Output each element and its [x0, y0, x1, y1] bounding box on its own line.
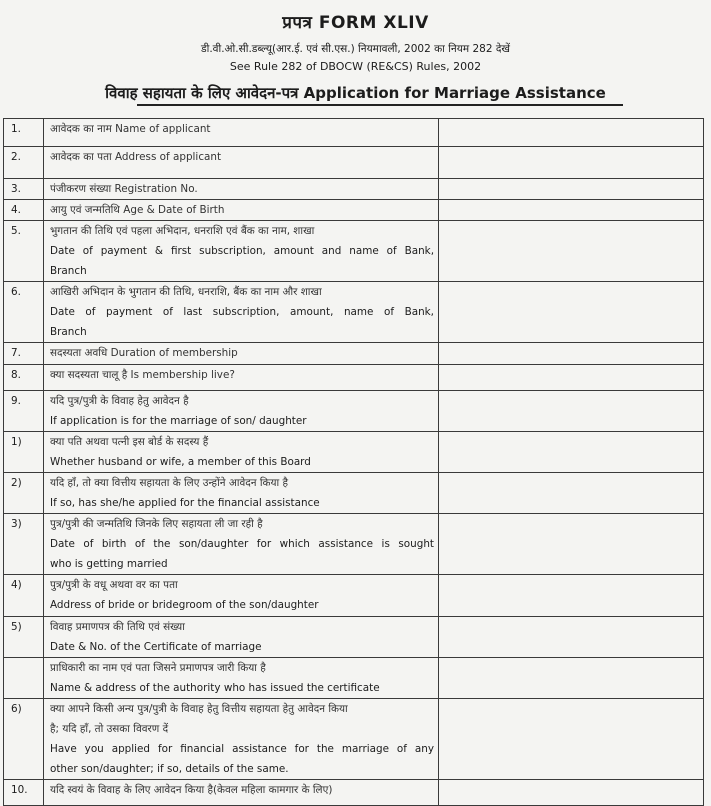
description-line: सदस्यता अवधि Duration of membership	[50, 347, 238, 359]
description-line: Branch	[50, 265, 87, 277]
form-row	[4, 365, 704, 391]
form-row	[4, 575, 704, 617]
answer-field[interactable]	[439, 282, 704, 343]
row-number: 10.	[4, 780, 44, 806]
description-line: पुत्र/पुत्री की जन्मतिथि जिनके लिए सहायता ली जा रही है	[50, 518, 263, 530]
row-description	[44, 179, 439, 200]
answer-field[interactable]	[439, 147, 704, 179]
row-number: 2.	[4, 147, 44, 179]
answer-field[interactable]	[439, 575, 704, 617]
form-row	[4, 699, 704, 780]
answer-field[interactable]	[439, 200, 704, 221]
description-line: यदि पुत्र/पुत्री के विवाह हेतु आवेदन है	[50, 395, 189, 407]
row-description	[44, 147, 439, 179]
row-description	[44, 699, 439, 780]
row-description	[44, 432, 439, 473]
row-description	[44, 658, 439, 699]
description-line: Date & No. of the Certificate of marriage	[50, 641, 262, 653]
row-number: 4.	[4, 200, 44, 221]
form-row	[4, 473, 704, 514]
description-line: Name & address of the authority who has issued the certificate	[50, 682, 380, 694]
description-line: प्राधिकारी का नाम एवं पता जिसने प्रमाणपत्र जारी किया है	[50, 662, 266, 674]
description-line: क्या सदस्यता चालू है Is membership live?	[50, 369, 235, 381]
form-row	[4, 343, 704, 365]
description-line: यदि स्वयं के विवाह के लिए आवेदन किया है(केवल महिला कामगार के लिए)	[50, 784, 333, 796]
application-form-table	[3, 118, 704, 806]
form-row	[4, 282, 704, 343]
answer-field[interactable]	[439, 179, 704, 200]
row-description	[44, 617, 439, 658]
form-title: प्रपत्र FORM XLIV	[282, 13, 429, 33]
row-number: 7.	[4, 343, 44, 365]
description-line: आयु एवं जन्मतिथि Age & Date of Birth	[50, 204, 225, 216]
row-number: 8.	[4, 365, 44, 391]
row-number: 9.	[4, 391, 44, 432]
row-description	[44, 200, 439, 221]
description-line: Address of bride or bridegroom of the son/daughter	[50, 599, 319, 611]
answer-field[interactable]	[439, 365, 704, 391]
form-row	[4, 658, 704, 699]
row-number: 3.	[4, 179, 44, 200]
description-line: Date of birth of the son/daughter for which assistance is sought	[50, 538, 434, 550]
description-line: Branch	[50, 326, 87, 338]
description-line: Have you applied for financial assistance for the marriage of any	[50, 743, 434, 755]
form-row	[4, 780, 704, 806]
answer-field[interactable]	[439, 391, 704, 432]
answer-field[interactable]	[439, 343, 704, 365]
description-line: क्या पति अथवा पत्नी इस बोर्ड के सदस्य हैं	[50, 436, 209, 448]
answer-field[interactable]	[439, 119, 704, 147]
row-description	[44, 514, 439, 575]
subject-underline	[137, 104, 623, 106]
answer-field[interactable]	[439, 432, 704, 473]
description-line: आखिरी अभिदान के भुगतान की तिथि, धनराशि, बैंक का नाम और शाखा	[50, 286, 322, 298]
form-row	[4, 514, 704, 575]
description-line: पुत्र/पुत्री के वधू अथवा वर का पता	[50, 579, 178, 591]
row-number: 4)	[4, 575, 44, 617]
row-description	[44, 391, 439, 432]
description-line: है; यदि हाँ, तो उसका विवरण दें	[50, 723, 169, 735]
form-row	[4, 147, 704, 179]
description-line: विवाह प्रमाणपत्र की तिथि एवं संख्या	[50, 621, 185, 633]
row-number: 6)	[4, 699, 44, 780]
answer-field[interactable]	[439, 780, 704, 806]
row-description	[44, 343, 439, 365]
row-description	[44, 282, 439, 343]
description-line: Date of payment & first subscription, amount and name of Bank,	[50, 245, 434, 257]
row-description	[44, 575, 439, 617]
rule-reference-hindi: डी.वी.ओ.सी.डब्ल्यू(आर.ई. एवं सी.एस.) नियमावली, 2002 का नियम 282 देखें	[200, 43, 511, 55]
description-line: who is getting married	[50, 558, 168, 570]
description-line: If so, has she/he applied for the financial assistance	[50, 497, 320, 509]
answer-field[interactable]	[439, 617, 704, 658]
description-line: Whether husband or wife, a member of this Board	[50, 456, 311, 468]
answer-field[interactable]	[439, 699, 704, 780]
form-row	[4, 617, 704, 658]
answer-field[interactable]	[439, 658, 704, 699]
row-number: 1)	[4, 432, 44, 473]
row-description	[44, 473, 439, 514]
description-line: पंजीकरण संख्या Registration No.	[50, 183, 198, 195]
row-number: 3)	[4, 514, 44, 575]
row-description	[44, 221, 439, 282]
form-row	[4, 391, 704, 432]
description-line: आवेदक का पता Address of applicant	[50, 151, 222, 163]
row-description	[44, 365, 439, 391]
rule-reference-english: See Rule 282 of DBOCW (RE&CS) Rules, 2002	[229, 60, 482, 73]
answer-field[interactable]	[439, 221, 704, 282]
description-line: If application is for the marriage of son/ daughter	[50, 415, 307, 427]
row-number: 1.	[4, 119, 44, 147]
row-description	[44, 119, 439, 147]
row-description	[44, 780, 439, 806]
form-row	[4, 432, 704, 473]
description-line: Date of payment of last subscription, amount, name of Bank,	[50, 306, 434, 318]
description-line: आवेदक का नाम Name of applicant	[50, 123, 211, 135]
row-number: 5)	[4, 617, 44, 658]
form-row	[4, 221, 704, 282]
form-row	[4, 119, 704, 147]
application-subject: विवाह सहायता के लिए आवेदन-पत्र Application for Marriage Assistance	[105, 84, 606, 102]
description-line: other son/daughter; if so, details of the same.	[50, 763, 289, 775]
answer-field[interactable]	[439, 514, 704, 575]
description-line: यदि हाँ, तो क्या वित्तीय सहायता के लिए उन्होंने आवेदन किया है	[50, 477, 289, 489]
row-number: 5.	[4, 221, 44, 282]
answer-field[interactable]	[439, 473, 704, 514]
row-number	[4, 658, 44, 699]
form-row	[4, 200, 704, 221]
description-line: क्या आपने किसी अन्य पुत्र/पुत्री के विवाह हेतु वित्तीय सहायता हेतु आवेदन किया	[50, 703, 348, 715]
description-line: भुगतान की तिथि एवं पहला अभिदान, धनराशि एवं बैंक का नाम, शाखा	[50, 225, 315, 237]
form-row	[4, 179, 704, 200]
row-number: 6.	[4, 282, 44, 343]
row-number: 2)	[4, 473, 44, 514]
